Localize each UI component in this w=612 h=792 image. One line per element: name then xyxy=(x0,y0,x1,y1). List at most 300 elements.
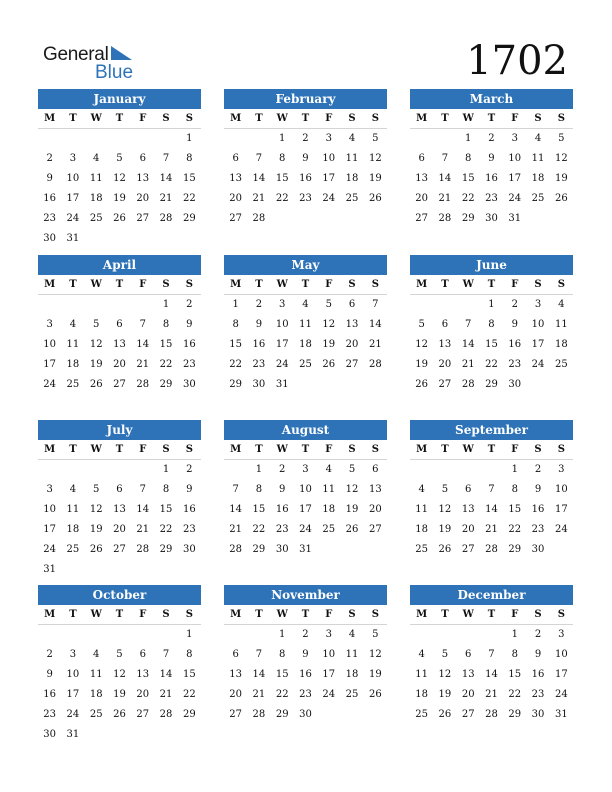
weekday-label: F xyxy=(511,113,519,124)
day-cell: 23 xyxy=(531,524,545,535)
day-cell xyxy=(85,560,108,580)
day-cell: 17 xyxy=(66,689,80,700)
day-cell: 6 xyxy=(116,484,123,495)
day-cell: 28 xyxy=(229,544,242,555)
day-cell: 15 xyxy=(508,669,522,680)
day-cell xyxy=(340,375,363,395)
weekday-label: S xyxy=(557,609,565,620)
day-cell: 19 xyxy=(322,339,336,350)
day-cell: 14 xyxy=(461,339,475,350)
day-cell: 29 xyxy=(229,379,242,390)
week-row xyxy=(38,149,201,169)
day-cell: 14 xyxy=(159,173,173,184)
day-cell: 16 xyxy=(299,669,312,680)
day-cell: 24 xyxy=(531,359,545,370)
day-cell: 29 xyxy=(485,379,498,390)
day-cell xyxy=(131,625,154,645)
week-row xyxy=(224,149,387,169)
day-cell: 15 xyxy=(182,173,196,184)
week-row xyxy=(38,645,201,665)
day-cell xyxy=(154,129,177,149)
day-cell: 22 xyxy=(275,193,289,204)
day-cell xyxy=(480,460,503,480)
day-cell: 10 xyxy=(322,649,336,660)
day-cell: 30 xyxy=(43,729,56,740)
day-cell xyxy=(433,129,456,149)
day-cell: 31 xyxy=(66,729,80,740)
day-cell: 5 xyxy=(418,319,425,330)
week-row xyxy=(224,625,387,645)
day-cell: 31 xyxy=(554,709,568,720)
weekday-label: T xyxy=(115,609,124,620)
day-cell: 3 xyxy=(325,133,332,144)
day-cell: 5 xyxy=(325,299,332,310)
week-row xyxy=(224,129,387,149)
day-cell: 3 xyxy=(46,484,53,495)
day-cell: 3 xyxy=(46,319,53,330)
day-cell: 6 xyxy=(232,153,239,164)
week-row xyxy=(410,500,573,520)
week-row xyxy=(410,460,573,480)
weekday-label: T xyxy=(115,113,124,124)
day-cell xyxy=(433,625,456,645)
day-cell: 19 xyxy=(345,504,359,515)
day-cell: 25 xyxy=(299,359,312,370)
weekday-label: W xyxy=(90,279,102,290)
day-cell: 23 xyxy=(182,359,196,370)
week-row xyxy=(224,295,387,315)
day-cell: 2 xyxy=(46,649,53,660)
week-row xyxy=(410,480,573,500)
weekday-label: T xyxy=(255,609,263,620)
day-cell: 6 xyxy=(139,153,146,164)
day-cell: 20 xyxy=(113,359,126,370)
day-cell: 5 xyxy=(372,133,379,144)
day-cell: 21 xyxy=(368,339,382,350)
weekday-label: T xyxy=(441,113,449,124)
day-cell: 27 xyxy=(461,709,475,720)
day-cell: 1 xyxy=(162,464,170,475)
weekday-row xyxy=(38,275,201,295)
day-cell: 21 xyxy=(136,359,150,370)
weekday-row xyxy=(410,605,573,625)
day-cell: 21 xyxy=(252,193,266,204)
day-cell: 13 xyxy=(461,504,475,515)
day-cell xyxy=(364,705,387,725)
weekday-label: T xyxy=(115,279,124,290)
day-cell: 12 xyxy=(113,669,126,680)
day-cell: 26 xyxy=(368,193,382,204)
day-cell: 21 xyxy=(159,689,173,700)
day-cell: 16 xyxy=(43,689,56,700)
weekday-label: S xyxy=(371,113,379,124)
day-cell: 17 xyxy=(554,504,568,515)
day-cell: 22 xyxy=(159,359,173,370)
weekday-label: S xyxy=(534,444,542,455)
weekday-label: S xyxy=(557,444,565,455)
day-cell: 20 xyxy=(136,689,150,700)
day-cell: 16 xyxy=(252,339,266,350)
day-cell: 16 xyxy=(485,173,498,184)
weekday-label: S xyxy=(185,279,193,290)
day-cell: 4 xyxy=(418,484,425,495)
week-row xyxy=(224,335,387,355)
weekday-label: M xyxy=(44,609,56,620)
day-cell: 28 xyxy=(136,544,150,555)
weekday-row xyxy=(224,605,387,625)
day-cell: 15 xyxy=(461,173,475,184)
day-cell xyxy=(108,725,131,745)
day-cell: 5 xyxy=(558,133,565,144)
day-cell: 28 xyxy=(461,379,475,390)
day-cell: 15 xyxy=(508,504,522,515)
day-cell: 20 xyxy=(415,193,428,204)
day-cell: 3 xyxy=(279,299,286,310)
day-cell: 8 xyxy=(162,484,170,495)
month-header: February xyxy=(224,89,387,109)
day-cell: 28 xyxy=(159,709,173,720)
week-row xyxy=(38,460,201,480)
day-cell: 10 xyxy=(43,504,56,515)
day-cell: 20 xyxy=(461,689,475,700)
day-cell xyxy=(340,540,363,560)
week-row xyxy=(224,189,387,209)
day-cell: 10 xyxy=(43,339,56,350)
day-cell: 27 xyxy=(461,544,475,555)
week-row xyxy=(38,500,201,520)
day-cell: 8 xyxy=(186,649,193,660)
day-cell: 14 xyxy=(485,504,498,515)
day-cell: 20 xyxy=(461,524,475,535)
month-november xyxy=(224,585,387,725)
week-row xyxy=(38,229,201,249)
weekday-label: M xyxy=(230,113,242,124)
day-cell: 18 xyxy=(299,339,312,350)
week-row xyxy=(224,645,387,665)
day-cell: 3 xyxy=(325,629,332,640)
day-cell: 30 xyxy=(508,379,522,390)
day-cell xyxy=(178,229,201,249)
day-cell: 15 xyxy=(182,669,196,680)
day-cell: 25 xyxy=(345,689,359,700)
day-cell: 31 xyxy=(508,213,522,224)
weekday-label: M xyxy=(44,444,56,455)
week-row xyxy=(38,540,201,560)
month-header: August xyxy=(224,420,387,440)
day-cell: 9 xyxy=(186,484,193,495)
day-cell xyxy=(131,460,154,480)
day-cell: 7 xyxy=(232,484,239,495)
day-cell: 6 xyxy=(418,153,425,164)
day-cell: 16 xyxy=(275,504,289,515)
day-cell: 7 xyxy=(372,299,379,310)
day-cell: 25 xyxy=(66,379,80,390)
weekday-row xyxy=(38,109,201,129)
weekday-row xyxy=(224,109,387,129)
day-cell: 30 xyxy=(531,709,545,720)
weekday-row xyxy=(38,605,201,625)
day-cell xyxy=(364,375,387,395)
weekday-label: S xyxy=(185,609,193,620)
day-cell: 22 xyxy=(159,524,173,535)
day-cell: 12 xyxy=(554,153,568,164)
day-cell xyxy=(224,460,247,480)
month-october xyxy=(38,585,201,745)
day-cell xyxy=(131,560,154,580)
week-row xyxy=(38,705,201,725)
weekday-label: W xyxy=(462,444,474,455)
week-row xyxy=(224,460,387,480)
day-cell xyxy=(154,560,177,580)
week-row xyxy=(224,169,387,189)
day-cell: 9 xyxy=(511,319,518,330)
day-cell: 18 xyxy=(415,524,428,535)
month-july xyxy=(38,420,201,580)
day-cell xyxy=(85,725,108,745)
day-cell: 11 xyxy=(345,649,359,660)
day-cell: 24 xyxy=(275,359,289,370)
day-cell: 29 xyxy=(461,213,475,224)
month-august xyxy=(224,420,387,560)
day-cell: 1 xyxy=(232,299,239,310)
day-cell: 23 xyxy=(43,709,56,720)
day-cell: 15 xyxy=(159,504,173,515)
day-cell: 4 xyxy=(348,629,356,640)
day-cell: 24 xyxy=(508,193,522,204)
day-cell: 31 xyxy=(43,564,56,575)
day-cell: 14 xyxy=(368,319,382,330)
day-cell xyxy=(108,129,131,149)
day-cell: 27 xyxy=(113,544,126,555)
day-cell: 9 xyxy=(46,669,53,680)
day-cell: 4 xyxy=(69,319,77,330)
week-row xyxy=(224,480,387,500)
day-cell xyxy=(38,460,61,480)
weekday-label: T xyxy=(441,609,449,620)
weekday-label: T xyxy=(255,444,263,455)
weekday-label: M xyxy=(230,444,242,455)
day-cell: 24 xyxy=(554,689,568,700)
week-row xyxy=(38,725,201,745)
day-cell: 17 xyxy=(322,173,336,184)
week-row xyxy=(38,480,201,500)
day-cell: 29 xyxy=(508,709,522,720)
month-february xyxy=(224,89,387,229)
day-cell xyxy=(61,295,84,315)
day-cell: 10 xyxy=(508,153,522,164)
day-cell: 3 xyxy=(558,629,565,640)
day-cell: 17 xyxy=(508,173,522,184)
day-cell: 21 xyxy=(461,359,475,370)
day-cell: 27 xyxy=(438,379,452,390)
day-cell: 13 xyxy=(438,339,452,350)
day-cell: 21 xyxy=(136,524,150,535)
day-cell xyxy=(457,625,480,645)
day-cell: 7 xyxy=(488,484,495,495)
day-cell: 29 xyxy=(275,709,289,720)
day-cell: 27 xyxy=(368,524,382,535)
day-cell: 2 xyxy=(534,629,542,640)
day-cell: 29 xyxy=(159,544,173,555)
day-cell: 7 xyxy=(255,153,263,164)
day-cell: 2 xyxy=(186,464,193,475)
weekday-row xyxy=(224,440,387,460)
weekday-label: T xyxy=(255,279,263,290)
day-cell: 23 xyxy=(299,193,312,204)
weekday-label: F xyxy=(139,609,147,620)
week-row xyxy=(410,295,573,315)
day-cell: 8 xyxy=(162,319,170,330)
weekday-label: S xyxy=(348,279,356,290)
day-cell: 26 xyxy=(345,524,359,535)
day-cell: 19 xyxy=(113,193,126,204)
week-row xyxy=(410,129,573,149)
day-cell: 19 xyxy=(368,669,382,680)
day-cell: 13 xyxy=(136,669,150,680)
day-cell: 5 xyxy=(441,484,449,495)
day-cell: 11 xyxy=(89,669,103,680)
week-row xyxy=(410,355,573,375)
weekday-label: M xyxy=(416,609,428,620)
day-cell: 20 xyxy=(113,524,126,535)
day-cell: 30 xyxy=(182,379,196,390)
day-cell: 19 xyxy=(113,689,126,700)
day-cell: 6 xyxy=(116,319,123,330)
weekday-label: T xyxy=(487,113,496,124)
day-cell: 10 xyxy=(299,484,312,495)
day-cell: 12 xyxy=(345,484,359,495)
day-cell: 19 xyxy=(89,359,103,370)
day-cell: 28 xyxy=(159,213,173,224)
month-december xyxy=(410,585,573,725)
day-cell: 10 xyxy=(66,669,80,680)
weekday-label: S xyxy=(534,279,542,290)
day-cell: 17 xyxy=(43,359,56,370)
day-cell: 18 xyxy=(322,504,336,515)
week-row xyxy=(410,625,573,645)
day-cell: 27 xyxy=(113,379,126,390)
day-cell: 24 xyxy=(322,689,336,700)
day-cell: 25 xyxy=(89,709,103,720)
weekday-label: T xyxy=(69,444,77,455)
weekday-label: F xyxy=(325,113,333,124)
day-cell: 15 xyxy=(485,339,498,350)
day-cell: 9 xyxy=(534,649,542,660)
day-cell xyxy=(224,625,247,645)
weekday-label: W xyxy=(276,609,288,620)
day-cell: 28 xyxy=(438,213,452,224)
day-cell xyxy=(131,229,154,249)
day-cell xyxy=(294,375,317,395)
day-cell: 25 xyxy=(554,359,568,370)
day-cell xyxy=(410,460,433,480)
day-cell: 24 xyxy=(322,193,336,204)
day-cell: 22 xyxy=(508,524,522,535)
day-cell xyxy=(61,625,84,645)
day-cell: 6 xyxy=(372,464,379,475)
day-cell: 12 xyxy=(89,339,103,350)
day-cell: 1 xyxy=(488,299,495,310)
weekday-label: F xyxy=(511,444,519,455)
day-cell: 7 xyxy=(465,319,472,330)
day-cell: 6 xyxy=(232,649,239,660)
weekday-label: T xyxy=(115,444,124,455)
weekday-label: S xyxy=(371,444,379,455)
day-cell: 13 xyxy=(113,339,126,350)
day-cell: 12 xyxy=(89,504,103,515)
day-cell xyxy=(340,209,363,229)
weekday-label: F xyxy=(511,279,519,290)
day-cell xyxy=(294,209,317,229)
day-cell: 12 xyxy=(415,339,428,350)
day-cell: 11 xyxy=(554,319,568,330)
day-cell xyxy=(131,725,154,745)
day-cell xyxy=(480,625,503,645)
day-cell: 8 xyxy=(511,484,518,495)
day-cell xyxy=(410,129,433,149)
day-cell xyxy=(317,209,340,229)
week-row xyxy=(410,209,573,229)
day-cell: 24 xyxy=(43,544,56,555)
day-cell: 11 xyxy=(345,153,359,164)
day-cell: 25 xyxy=(531,193,545,204)
week-row xyxy=(38,560,201,580)
weekday-row xyxy=(410,440,573,460)
day-cell: 8 xyxy=(465,153,472,164)
weekday-label: M xyxy=(416,444,428,455)
weekday-label: S xyxy=(557,279,565,290)
week-row xyxy=(38,169,201,189)
day-cell: 30 xyxy=(485,213,498,224)
day-cell: 9 xyxy=(279,484,286,495)
day-cell: 14 xyxy=(485,669,498,680)
weekday-label: W xyxy=(90,444,102,455)
day-cell: 16 xyxy=(182,504,196,515)
week-row xyxy=(38,335,201,355)
week-row xyxy=(410,169,573,189)
weekday-label: S xyxy=(162,444,170,455)
day-cell: 19 xyxy=(438,524,452,535)
day-cell: 6 xyxy=(465,484,472,495)
day-cell: 10 xyxy=(66,173,80,184)
day-cell: 6 xyxy=(139,649,146,660)
day-cell xyxy=(410,625,433,645)
day-cell: 4 xyxy=(534,133,542,144)
day-cell: 27 xyxy=(229,709,242,720)
day-cell: 26 xyxy=(322,359,336,370)
day-cell: 24 xyxy=(43,379,56,390)
day-cell: 13 xyxy=(229,669,242,680)
day-cell: 9 xyxy=(488,153,495,164)
day-cell: 19 xyxy=(415,359,428,370)
day-cell: 27 xyxy=(229,213,242,224)
weekday-label: W xyxy=(276,444,288,455)
day-cell: 16 xyxy=(43,193,56,204)
weekday-label: M xyxy=(44,279,56,290)
day-cell: 23 xyxy=(531,689,545,700)
day-cell: 1 xyxy=(186,629,193,640)
day-cell: 14 xyxy=(438,173,452,184)
day-cell: 30 xyxy=(252,379,266,390)
day-cell: 22 xyxy=(252,524,266,535)
day-cell: 30 xyxy=(275,544,289,555)
weekday-label: W xyxy=(276,113,288,124)
day-cell: 11 xyxy=(415,669,428,680)
day-cell: 12 xyxy=(368,649,382,660)
day-cell: 21 xyxy=(229,524,242,535)
week-row xyxy=(410,335,573,355)
day-cell xyxy=(526,375,549,395)
